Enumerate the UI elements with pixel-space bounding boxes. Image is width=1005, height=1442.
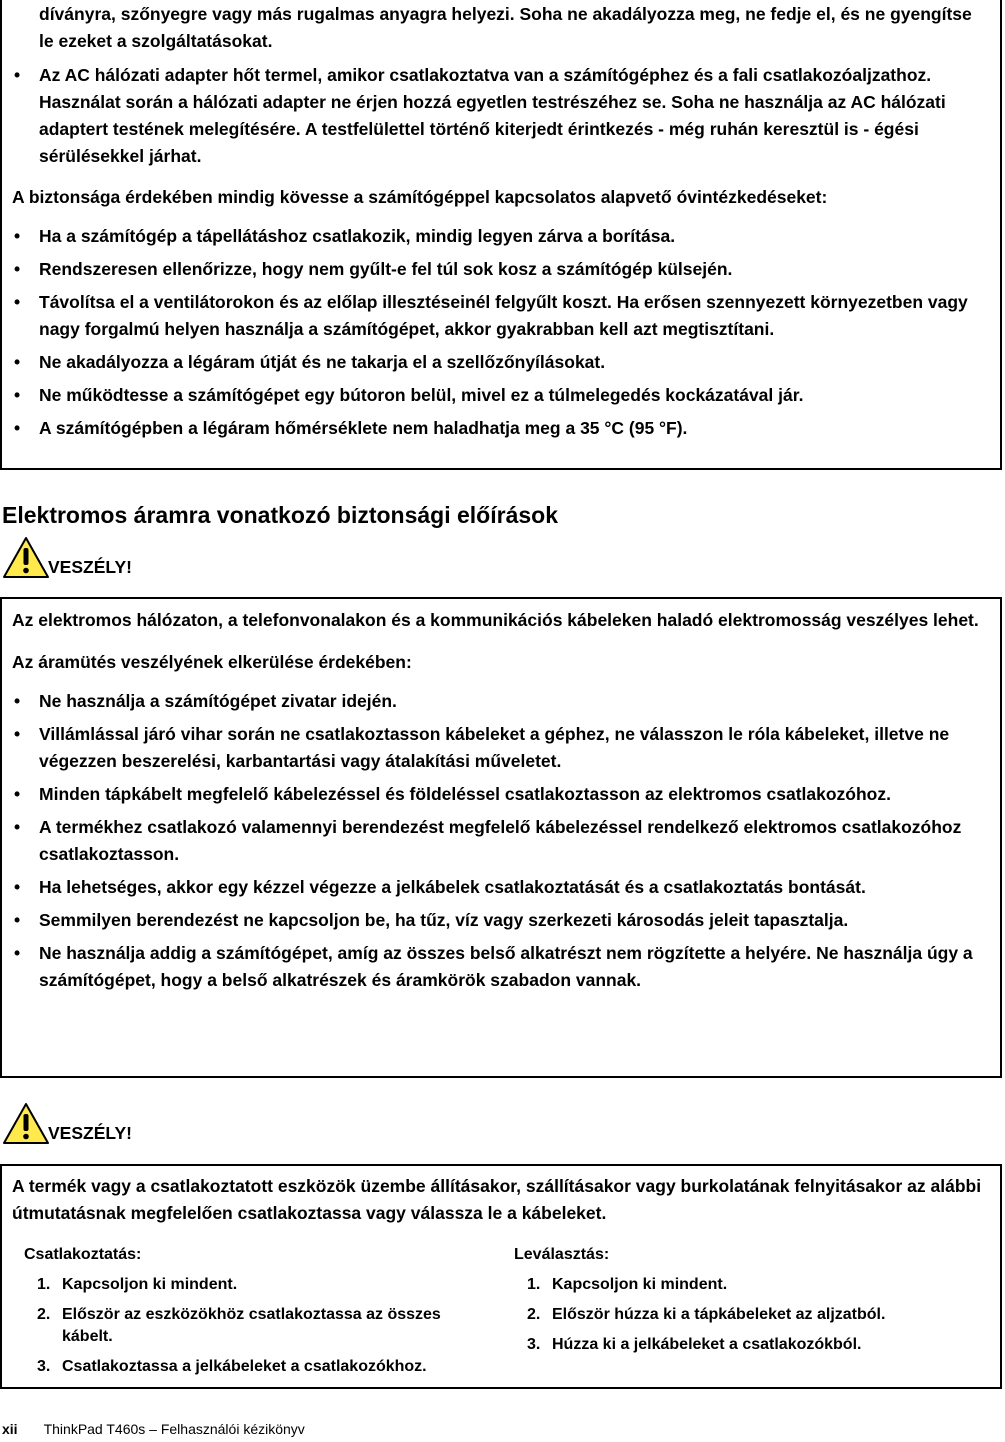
- list-item: 2. Először húzza ki a tápkábeleket az aljzatból.: [527, 1306, 886, 1323]
- list-item: 2. Először az eszközökhöz csatlakoztassa az összes kábelt.: [37, 1306, 441, 1345]
- section-title: Elektromos áramra vonatkozó biztonsági előírások: [2, 502, 558, 528]
- electrical-safety-box: [0, 597, 1002, 1078]
- shock-prevention-intro: Az áramütés veszélyének elkerülése érdekében:: [12, 652, 412, 672]
- electricity-warning-text: Az elektromos hálózaton, a telefonvonalakon és a kommunikációs kábeleken haladó elektromosság veszélyes lehet.: [12, 610, 979, 630]
- disconnect-column: [514, 1243, 984, 1356]
- list-item: 1. Kapcsoljon ki mindent.: [527, 1276, 728, 1293]
- connect-steps: [24, 1274, 494, 1378]
- continuation-text: díványra, szőnyegre vagy más rugalmas anyagra helyezi. Soha ne akadályozza meg, ne fedje el, és ne gyengítse le ezeket a szolgáltatásokat.: [39, 4, 972, 51]
- document-title: ThinkPad T460s – Felhasználói kézikönyv: [43, 1421, 305, 1437]
- list-item: • Távolítsa el a ventilátorokon és az előlap illesztéseinél felgyűlt koszt. Ha erősen szennyezett környezetben vagy nagy forgalmú helyen használja a számítógépet, akkor gyakrabban kell azt megtisztítani.: [2, 289, 1000, 343]
- list-item: 1. Kapcsoljon ki mindent.: [37, 1276, 238, 1293]
- disconnect-title: Leválasztás:: [514, 1246, 610, 1263]
- danger-label: VESZÉLY!: [48, 1123, 132, 1143]
- list-item: • Ne működtesse a számítógépet egy bútoron belül, mivel ez a túlmelegedés kockázatával jár.: [2, 382, 1000, 409]
- danger-notice-1: [2, 534, 132, 580]
- list-item: • A számítógépben a légáram hőmérséklete nem haladhatja meg a 35 °C (95 °F).: [2, 415, 1000, 442]
- list-item: • A termékhez csatlakozó valamennyi berendezést megfelelő kábelezéssel rendelkező elektromos csatlakozóhoz csatlakoztasson.: [2, 814, 1000, 868]
- precaution-intro: A biztonsága érdekében mindig kövesse a számítógéppel kapcsolatos alapvető óvintézkedéseket:: [12, 187, 828, 207]
- shock-prevention-list: [2, 688, 1000, 994]
- connect-column: [24, 1243, 494, 1378]
- list-item: • Ne akadályozza a légáram útját és ne takarja el a szellőzőnyílásokat.: [2, 349, 1000, 376]
- danger-notice-2: [2, 1100, 132, 1146]
- warning-triangle-icon: [2, 536, 50, 580]
- connect-title: Csatlakoztatás:: [24, 1246, 142, 1263]
- disconnect-steps: [514, 1274, 984, 1356]
- cable-instructions-intro: A termék vagy a csatlakoztatott eszközök üzembe állításakor, szállításakor vagy burkolatának felnyitásakor az alábbi útmutatásnak megfelelően csatlakoztassa vagy válassza le a kábeleket.: [12, 1176, 982, 1223]
- list-item: • Az AC hálózati adapter hőt termel, amikor csatlakoztatva van a számítógéphez és a fali csatlakozóaljzathoz. Használat során a hálózati adapter ne érjen hozzá egyetlen testrészéhez se. Soha ne használja az AC hálózati adaptert testének melegítésére. A testfelülettel történő kiterjedt érintkezés - még ruhán keresztül is - égési sérülésekkel járhat.: [2, 62, 1000, 170]
- list-item: • Semmilyen berendezést ne kapcsoljon be, ha tűz, víz vagy szerkezeti károsodás jeleit tapasztalja.: [2, 907, 1000, 934]
- list-item: • Ha lehetséges, akkor egy kézzel végezze a jelkábelek csatlakoztatását és a csatlakoztatás bontását.: [2, 874, 1000, 901]
- page-footer: [2, 1419, 305, 1439]
- list-item: • Ne használja addig a számítógépet, amíg az összes belső alkatrészt nem rögzítette a helyére. Ne használja úgy a számítógépet, hogy a belső alkatrészek és áramkörök szabadon vannak.: [2, 940, 1000, 994]
- list-item: • Villámlással járó vihar során ne csatlakoztasson kábeleket a géphez, ne válasszon le róla kábeleket, illetve ne végezzen beszerelési, karbantartási vagy átalakítási műveletet.: [2, 721, 1000, 775]
- list-item: 3. Húzza ki a jelkábeleket a csatlakozókból.: [527, 1336, 862, 1353]
- list-item: • Minden tápkábelt megfelelő kábelezéssel és földeléssel csatlakoztasson az elektromos csatlakozóhoz.: [2, 781, 1000, 808]
- precaution-list: [2, 223, 1000, 442]
- cable-handling-box: [0, 1164, 1002, 1389]
- list-item: • Ha a számítógép a tápellátáshoz csatlakozik, mindig legyen zárva a borítása.: [2, 223, 1000, 250]
- page-number: xii: [2, 1421, 18, 1437]
- top-safety-box: [0, 0, 1002, 470]
- warning-triangle-icon: [2, 1102, 50, 1146]
- list-item: 3. Csatlakoztassa a jelkábeleket a csatlakozókhoz.: [37, 1358, 427, 1375]
- list-item: • Ne használja a számítógépet zivatar idején.: [2, 688, 1000, 715]
- cable-columns: [2, 1243, 1000, 1393]
- danger-label: VESZÉLY!: [48, 557, 132, 577]
- list-item: • Rendszeresen ellenőrizze, hogy nem gyűlt-e fel túl sok kosz a számítógép külsején.: [2, 256, 1000, 283]
- adapter-bullet-list: [2, 62, 1000, 170]
